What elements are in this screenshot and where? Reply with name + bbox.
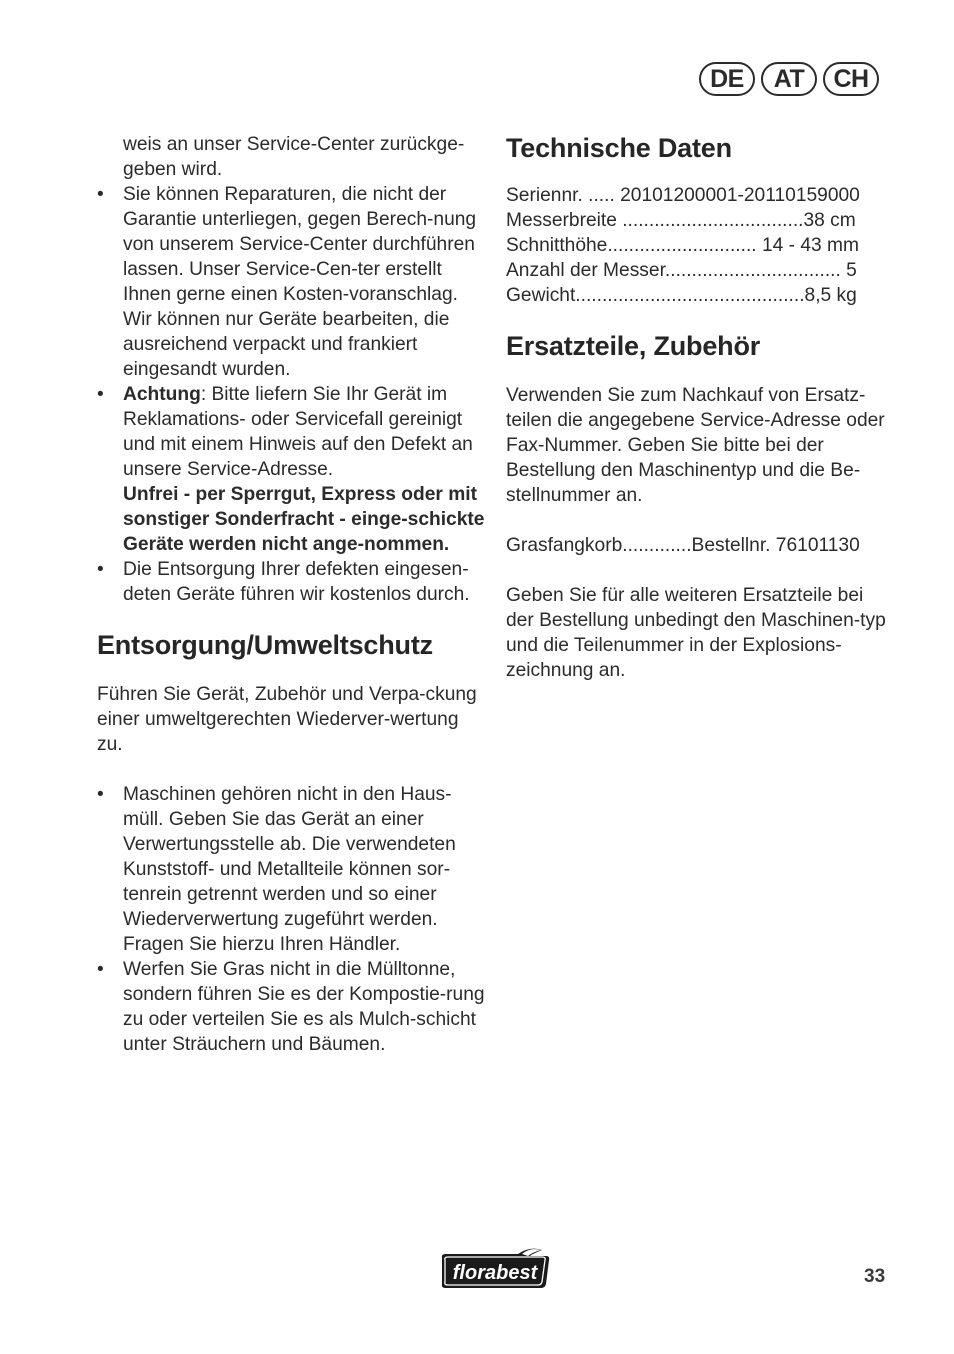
logo-brand-text: florabest [452,1262,538,1284]
spec-serial-number: Seriennr. ..... 20101200001-20110159000 [506,185,860,206]
spec-blade-width: Messerbreite ..................................38 cm [506,210,856,231]
disposal-heading: Entsorgung/Umweltschutz [97,630,433,660]
bullet-repairs: • Sie können Reparaturen, die nicht der Garantie unterliegen, gegen Berech-nung von unserem Service-Center durchführen lassen. Unser Service-Cen-ter erstellt Ihnen gerne einen Kosten-voranschlag. Wir können nur Geräte bearbeiten, die ausreichend verpackt und frankiert eingesandt wurden. [97,182,487,382]
bullet-attention [97,382,487,557]
florabest-logo [438,1244,552,1290]
left-column [97,132,487,1057]
warranty-bullet-list [97,182,487,607]
tech-data-heading: Technische Daten [506,133,732,163]
spare-part-grass-box: Grasfangkorb.............Bestellnr. 76101130 [506,535,860,556]
disposal-intro: Führen Sie Gerät, Zubehör und Verpa-ckung einer umweltgerechten Wiederver-wertung zu. [97,684,477,755]
disposal-bullet-list [97,782,487,1057]
country-badges [699,62,879,96]
spare-parts-note: Geben Sie für alle weiteren Ersatzteile bei der Bestellung unbedingt den Maschinen-typ und die Teilenummer in der Explosions-zeichnung an. [506,585,886,681]
attention-label: Achtung [123,384,201,405]
country-badge-ch: CH [823,62,879,96]
spec-weight: Gewicht...........................................8,5 kg [506,285,857,306]
spec-cutting-height: Schnitthöhe............................ 14 - 43 mm [506,235,859,256]
page-number: 33 [864,1266,886,1287]
country-badge-at: AT [761,62,817,96]
right-column [506,132,894,683]
warranty-text-continued: weis an unser Service-Center zurückge-geben wird. [123,134,465,180]
country-badge-de: DE [699,62,755,96]
spare-parts-heading: Ersatzteile, Zubehör [506,331,761,361]
disposal-bullet-grass: • Werfen Sie Gras nicht in die Mülltonne, sondern führen Sie es der Kompostie-rung zu oder verteilen Sie es als Mulch-schicht unter Sträuchern und Bäumen. [97,957,487,1057]
attention-notice: Unfrei - per Sperrgut, Express oder mit sonstiger Sonderfracht - einge-schickte Geräte werden nicht ange-nommen. [123,484,485,555]
tech-spec-list [506,183,894,308]
disposal-bullet-household: • Maschinen gehören nicht in den Haus-müll. Geben Sie das Gerät an einer Verwertungsstelle ab. Die verwendeten Kunststoff- und Metallteile können sor-tenrein getrennt werden und so einer Wiederverwertung zugeführt werden. Fragen Sie hierzu Ihren Händler. [97,782,487,957]
spec-blade-count: Anzahl der Messer................................. 5 [506,260,857,281]
attention-text: : Bitte liefern Sie Ihr Gerät im Reklamations- oder Servicefall gereinigt und mit einem Hinweis auf den Defekt an unsere Service-Adresse. [123,384,473,480]
bullet-free-disposal: • Die Entsorgung Ihrer defekten eingesen-deten Geräte führen wir kostenlos durch. [97,557,487,607]
spare-parts-intro: Verwenden Sie zum Nachkauf von Ersatz-teilen die angegebene Service-Adresse oder Fax-Nummer. Geben Sie bitte bei der Bestellung den Maschinentyp und die Be-stellnummer an. [506,385,885,506]
